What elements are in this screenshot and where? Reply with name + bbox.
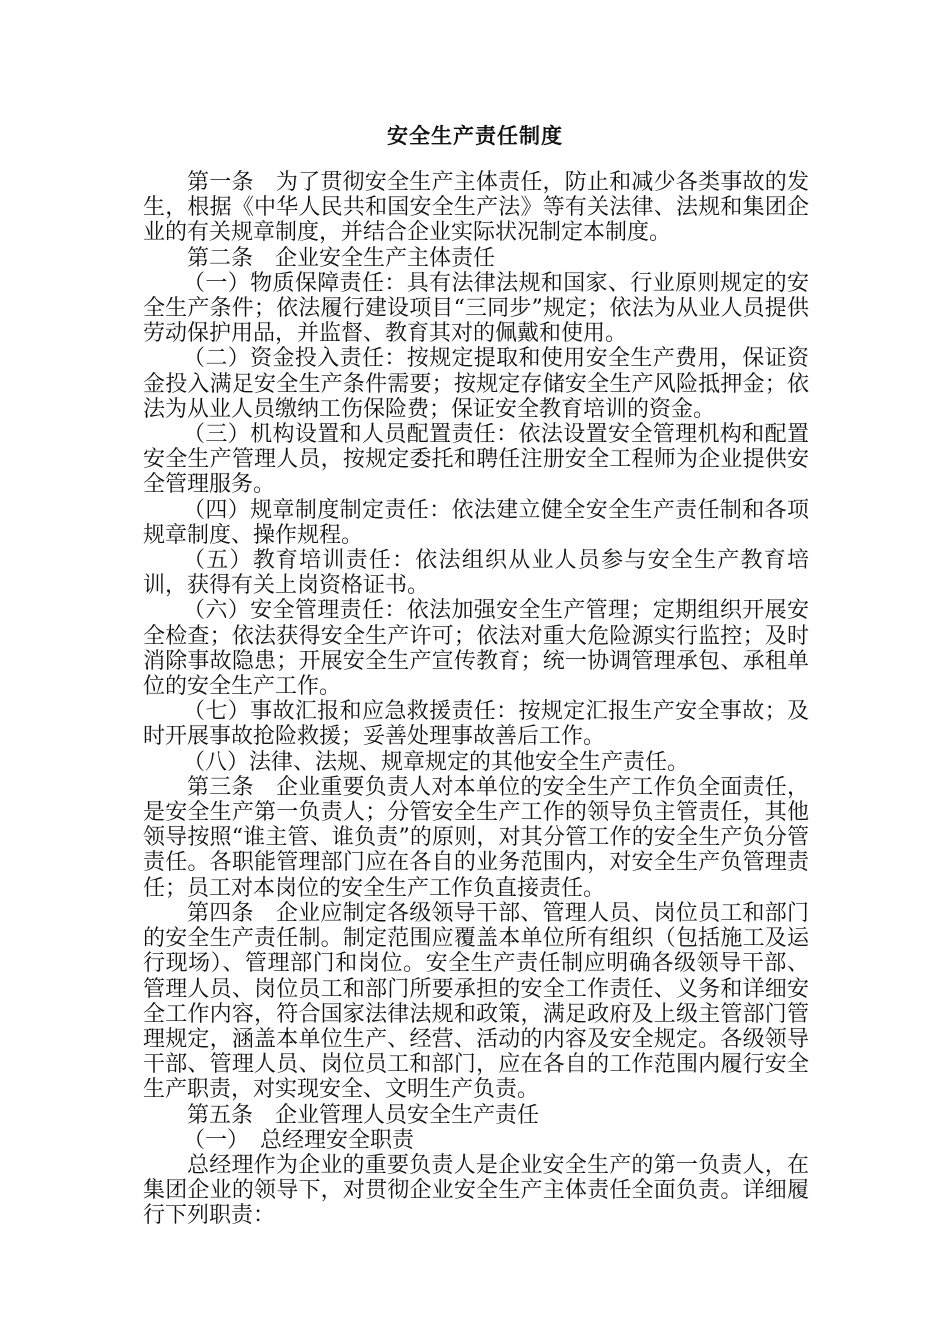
paragraph-item-accident-reporting: （七）事故汇报和应急救援责任：按规定汇报生产安全事故；及时开展事故抢险救援；妥善处理事故善后工作。 — [143, 699, 809, 750]
paragraph-item-other-duties: （八）法律、法规、规章规定的其他安全生产责任。 — [183, 749, 690, 775]
paragraph-article-4: 第四条 企业应制定各级领导干部、管理人员、岗位员工和部门的安全生产责任制。制定范围应覆盖本单位所有组织（包括施工及运行现场）、管理部门和岗位。安全生产责任制应明确各级领导干部、管理人员、岗位员工和部门所要承担的安全工作责任、义务和详细安全工作内容，符合国家法律法规和政策，满足政府及上级主管部门管理规定，涵盖本单位生产、经营、活动的内容及安全规定。各级领导干部、管理人员、岗位员工和部门，应在各自的工作范围内履行安全生产职责，对实现安全、文明生产负责。 — [143, 900, 809, 1103]
paragraph-item-organization: （三）机构设置和人员配置责任：依法设置安全管理机构和配置安全生产管理人员，按规定委托和聘任注册安全工程师为企业提供安全管理服务。 — [143, 422, 809, 498]
paragraph-item-material-guarantee: （一）物质保障责任：具有法律法规和国家、行业原则规定的安全生产条件；依法履行建设项目“三同步”规定；依法为从业人员提供劳动保护用品，并监督、教育其对的佩戴和使用。 — [143, 270, 809, 347]
document-body — [143, 170, 809, 1229]
paragraph-item-safety-management: （六）安全管理责任：依法加强安全生产管理；定期组织开展安全检查；依法获得安全生产许可；依法对重大危险源实行监控；及时消除事故隐患；开展安全生产宣传教育；统一协调管理承包、承租单位的安全生产工作。 — [143, 598, 809, 700]
document-title: 安全生产责任制度 — [387, 124, 563, 148]
paragraph-general-manager-heading: （一） 总经理安全职责 — [183, 1127, 415, 1153]
paragraph-article-1: 第一条 为了贯彻安全生产主体责任，防止和减少各类事故的发生，根据《中华人民共和国安全生产法》等有关法律、法规和集团企业的有关规章制度，并结合企业实际状况制定本制度。 — [143, 170, 809, 246]
paragraph-item-funding: （二）资金投入责任：按规定提取和使用安全生产费用，保证资金投入满足安全生产条件需要；按规定存储安全生产风险抵押金；依法为从业人员缴纳工伤保险费；保证安全教育培训的资金。 — [143, 346, 809, 422]
paragraph-article-5-heading: 第五条 企业管理人员安全生产责任 — [187, 1102, 540, 1128]
paragraph-article-2-heading: 第二条 企业安全生产主体责任 — [187, 245, 496, 271]
paragraph-general-manager-duties: 总经理作为企业的重要负责人是企业安全生产的第一负责人，在集团企业的领导下，对贯彻企业安全生产主体责任全面负责。详细履行下列职责： — [143, 1152, 809, 1229]
paragraph-item-training: （五）教育培训责任：依法组织从业人员参与安全生产教育培训，获得有关上岗资格证书。 — [143, 548, 809, 599]
paragraph-item-regulations: （四）规章制度制定责任：依法建立健全安全生产责任制和各项规章制度、操作规程。 — [143, 497, 809, 548]
paragraph-article-3: 第三条 企业重要负责人对本单位的安全生产工作负全面责任，是安全生产第一负责人；分管安全生产工作的领导负主管责任，其他领导按照“谁主管、谁负责”的原则，对其分管工作的安全生产负分管责任。各职能管理部门应在各自的业务范围内，对安全生产负管理责任；员工对本岗位的安全生产工作负直接责任。 — [143, 774, 809, 901]
